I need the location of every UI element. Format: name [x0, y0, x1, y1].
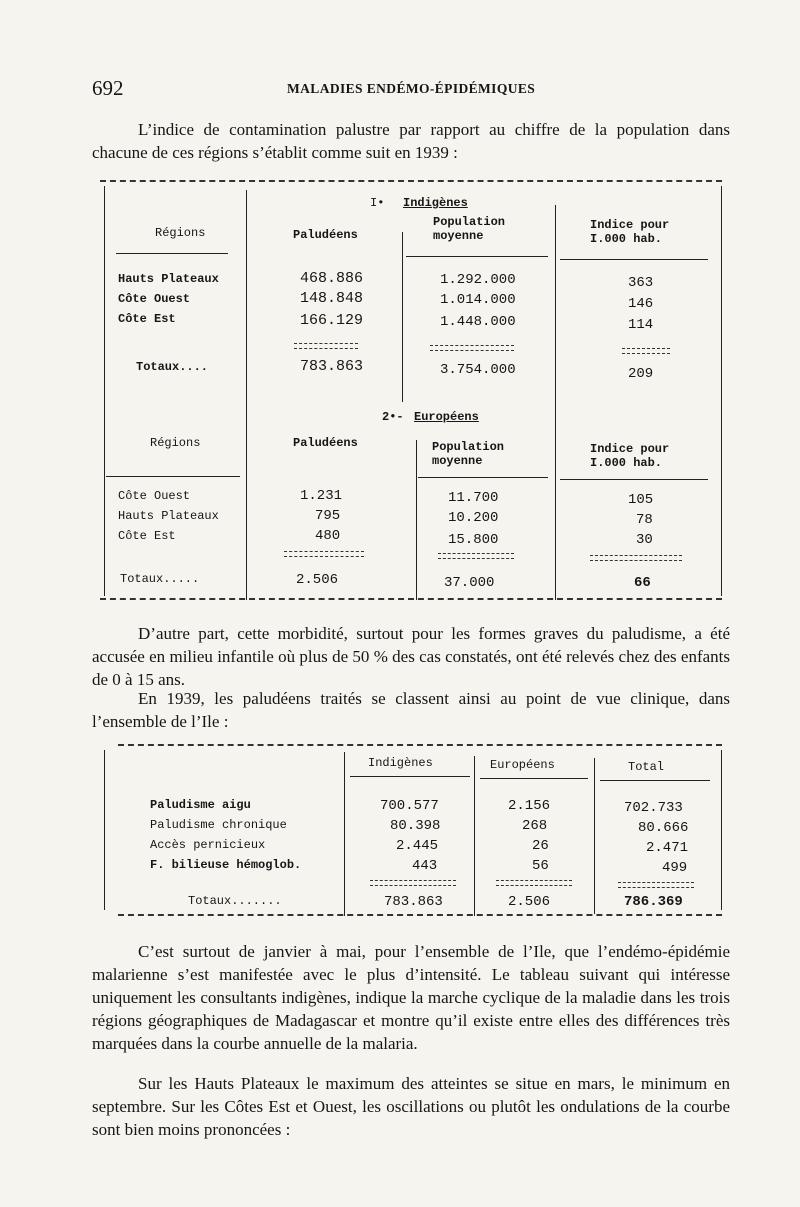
row-indigenes: 2.445: [396, 838, 439, 854]
paragraph-regions: Sur les Hauts Plateaux le maximum des atteintes se situe en mars, le minimum en septembre. Sur les Côtes Est et Ouest, les oscillations ou plutôt les ondulations de la courbe sont bien moins prononcées :: [92, 1074, 730, 1139]
row-population: 1.014.000: [440, 292, 516, 308]
row-region: Côte Est: [118, 529, 176, 543]
page-header: [92, 76, 732, 106]
header-underline-regions: [106, 476, 240, 477]
page-number: 692: [92, 76, 124, 100]
row-paludeens: 795: [315, 508, 341, 524]
row-indigenes: 80.398: [390, 818, 441, 834]
totals-label: Totaux.......: [188, 894, 282, 908]
sum-rule: [496, 880, 572, 886]
sum-rule: [622, 348, 670, 354]
table-border-top: [118, 744, 722, 746]
header-paludeens: Paludéens: [293, 436, 358, 450]
row-indice: 146: [628, 296, 654, 312]
header-indice-per: I.000 hab.: [590, 232, 663, 246]
sum-rule: [370, 880, 456, 886]
paragraph-clinical: En 1939, les paludéens traités se classent ainsi au point de vue clinique, dans l’ensemble de l’Ile :: [92, 689, 730, 731]
row-region: Côte Ouest: [118, 292, 191, 306]
totals-total: 786.369: [624, 894, 683, 910]
header-underline-population: [418, 477, 548, 478]
sum-rule: [618, 882, 694, 888]
row-region: Côte Est: [118, 312, 176, 326]
header-underline-population: [406, 256, 548, 257]
section-title-europeens: Européens: [414, 410, 479, 424]
header-europeens: Européens: [490, 758, 555, 772]
row-europeens: 26: [532, 838, 549, 854]
header-underline: [600, 780, 710, 781]
row-indice: 105: [628, 492, 654, 508]
sum-rule: [438, 553, 514, 559]
row-population: 15.800: [448, 532, 499, 548]
table-border-right: [721, 186, 722, 596]
column-divider-3: [594, 758, 595, 914]
row-label: Paludisme aigu: [150, 798, 251, 812]
header-underline-regions: [116, 253, 228, 254]
header-indice-per: I.000 hab.: [590, 456, 663, 470]
header-population-moyenne: moyenne: [432, 454, 483, 468]
header-population: Population: [432, 440, 505, 454]
sum-rule: [294, 343, 358, 349]
header-indice: Indice pour: [590, 218, 670, 232]
totals-label: Totaux....: [136, 360, 209, 374]
row-europeens: 56: [532, 858, 549, 874]
totals-indigenes: 783.863: [384, 894, 443, 910]
row-paludeens: 148.848: [300, 290, 364, 307]
row-europeens: 2.156: [508, 798, 551, 814]
row-label: F. bilieuse hémoglob.: [150, 858, 302, 872]
paragraph-morbidity: D’autre part, cette morbidité, surtout pour les formes graves du paludisme, a été accusée en milieu infantile où plus de 50 % des cas constatés, ont été relevés chez des enfants de 0 à 15 ans.: [92, 624, 730, 689]
row-label: Paludisme chronique: [150, 818, 287, 832]
row-indigenes: 700.577: [380, 798, 439, 814]
column-divider-1: [246, 190, 247, 600]
section-title-indigenes: Indigènes: [403, 196, 468, 210]
row-total: 2.471: [646, 840, 689, 856]
table-border-bottom: [118, 914, 722, 916]
row-region: Hauts Plateaux: [118, 509, 219, 523]
header-underline: [480, 778, 588, 779]
header-regions: Régions: [150, 436, 201, 450]
header-indigenes: Indigènes: [368, 756, 433, 770]
header-underline: [350, 776, 470, 777]
row-indice: 114: [628, 317, 654, 333]
row-paludeens: 468.886: [300, 270, 364, 287]
header-population-moyenne: moyenne: [433, 229, 484, 243]
totals-indice: 209: [628, 366, 654, 382]
row-paludeens: 1.231: [300, 488, 343, 504]
column-divider-3: [555, 205, 556, 600]
column-divider-2b: [416, 440, 417, 600]
row-indice: 78: [636, 512, 653, 528]
row-europeens: 268: [522, 818, 548, 834]
row-paludeens: 166.129: [300, 312, 364, 329]
paragraph-seasonality: C’est surtout de janvier à mai, pour l’ensemble de l’Ile, que l’endémo-épidémie malarienne s’est manifestée avec le plus d’intensité. Le tableau suivant qui intéresse uniquement les consultants indigènes, indique la marche cyclique de la maladie dans les trois régions géographiques de Madagascar et montre qu’il existe entre elles des différences très marquées dans la courbe annuelle de la malaria.: [92, 942, 730, 1053]
totals-population: 37.000: [444, 575, 495, 591]
row-total: 499: [662, 860, 688, 876]
row-region: Hauts Plateaux: [118, 272, 219, 286]
sum-rule: [284, 551, 364, 557]
header-regions: Régions: [155, 226, 206, 240]
totals-paludeens: 783.863: [300, 358, 364, 375]
row-label: Accès pernicieux: [150, 838, 266, 852]
sum-rule: [430, 345, 514, 351]
running-title: MALADIES ENDÉMO-ÉPIDÉMIQUES: [287, 81, 536, 96]
row-population: 1.292.000: [440, 272, 516, 288]
sum-rule: [590, 555, 682, 561]
table-border-right: [721, 750, 722, 910]
totals-label: Totaux.....: [120, 572, 200, 586]
header-underline-indice: [560, 259, 708, 260]
column-divider-1: [344, 752, 345, 916]
paragraph-intro: L’indice de contamination palustre par rapport au chiffre de la population dans chacune de ces régions s’établit comme suit en 1939 :: [92, 120, 730, 162]
totals-population: 3.754.000: [440, 362, 516, 378]
table-border-bottom: [100, 598, 722, 600]
row-total: 702.733: [624, 800, 683, 816]
row-total: 80.666: [638, 820, 689, 836]
row-paludeens: 480: [315, 528, 341, 544]
section-title-number: I•: [370, 196, 385, 210]
column-divider-2a: [402, 232, 403, 402]
row-population: 11.700: [448, 490, 499, 506]
totals-paludeens: 2.506: [296, 572, 339, 588]
header-paludeens: Paludéens: [293, 228, 358, 242]
row-indice: 363: [628, 275, 654, 291]
table-border-left: [104, 186, 105, 596]
table-border-top: [100, 180, 722, 182]
section-title-number: 2•-: [382, 410, 404, 424]
totals-indice: 66: [634, 575, 651, 591]
row-indigenes: 443: [412, 858, 438, 874]
header-indice: Indice pour: [590, 442, 670, 456]
table-border-left: [104, 750, 105, 910]
row-region: Côte Ouest: [118, 489, 191, 503]
header-total: Total: [628, 760, 665, 774]
row-indice: 30: [636, 532, 653, 548]
header-underline-indice: [560, 479, 708, 480]
row-population: 1.448.000: [440, 314, 516, 330]
totals-europeens: 2.506: [508, 894, 551, 910]
row-population: 10.200: [448, 510, 499, 526]
column-divider-2: [474, 756, 475, 916]
header-population: Population: [433, 215, 506, 229]
